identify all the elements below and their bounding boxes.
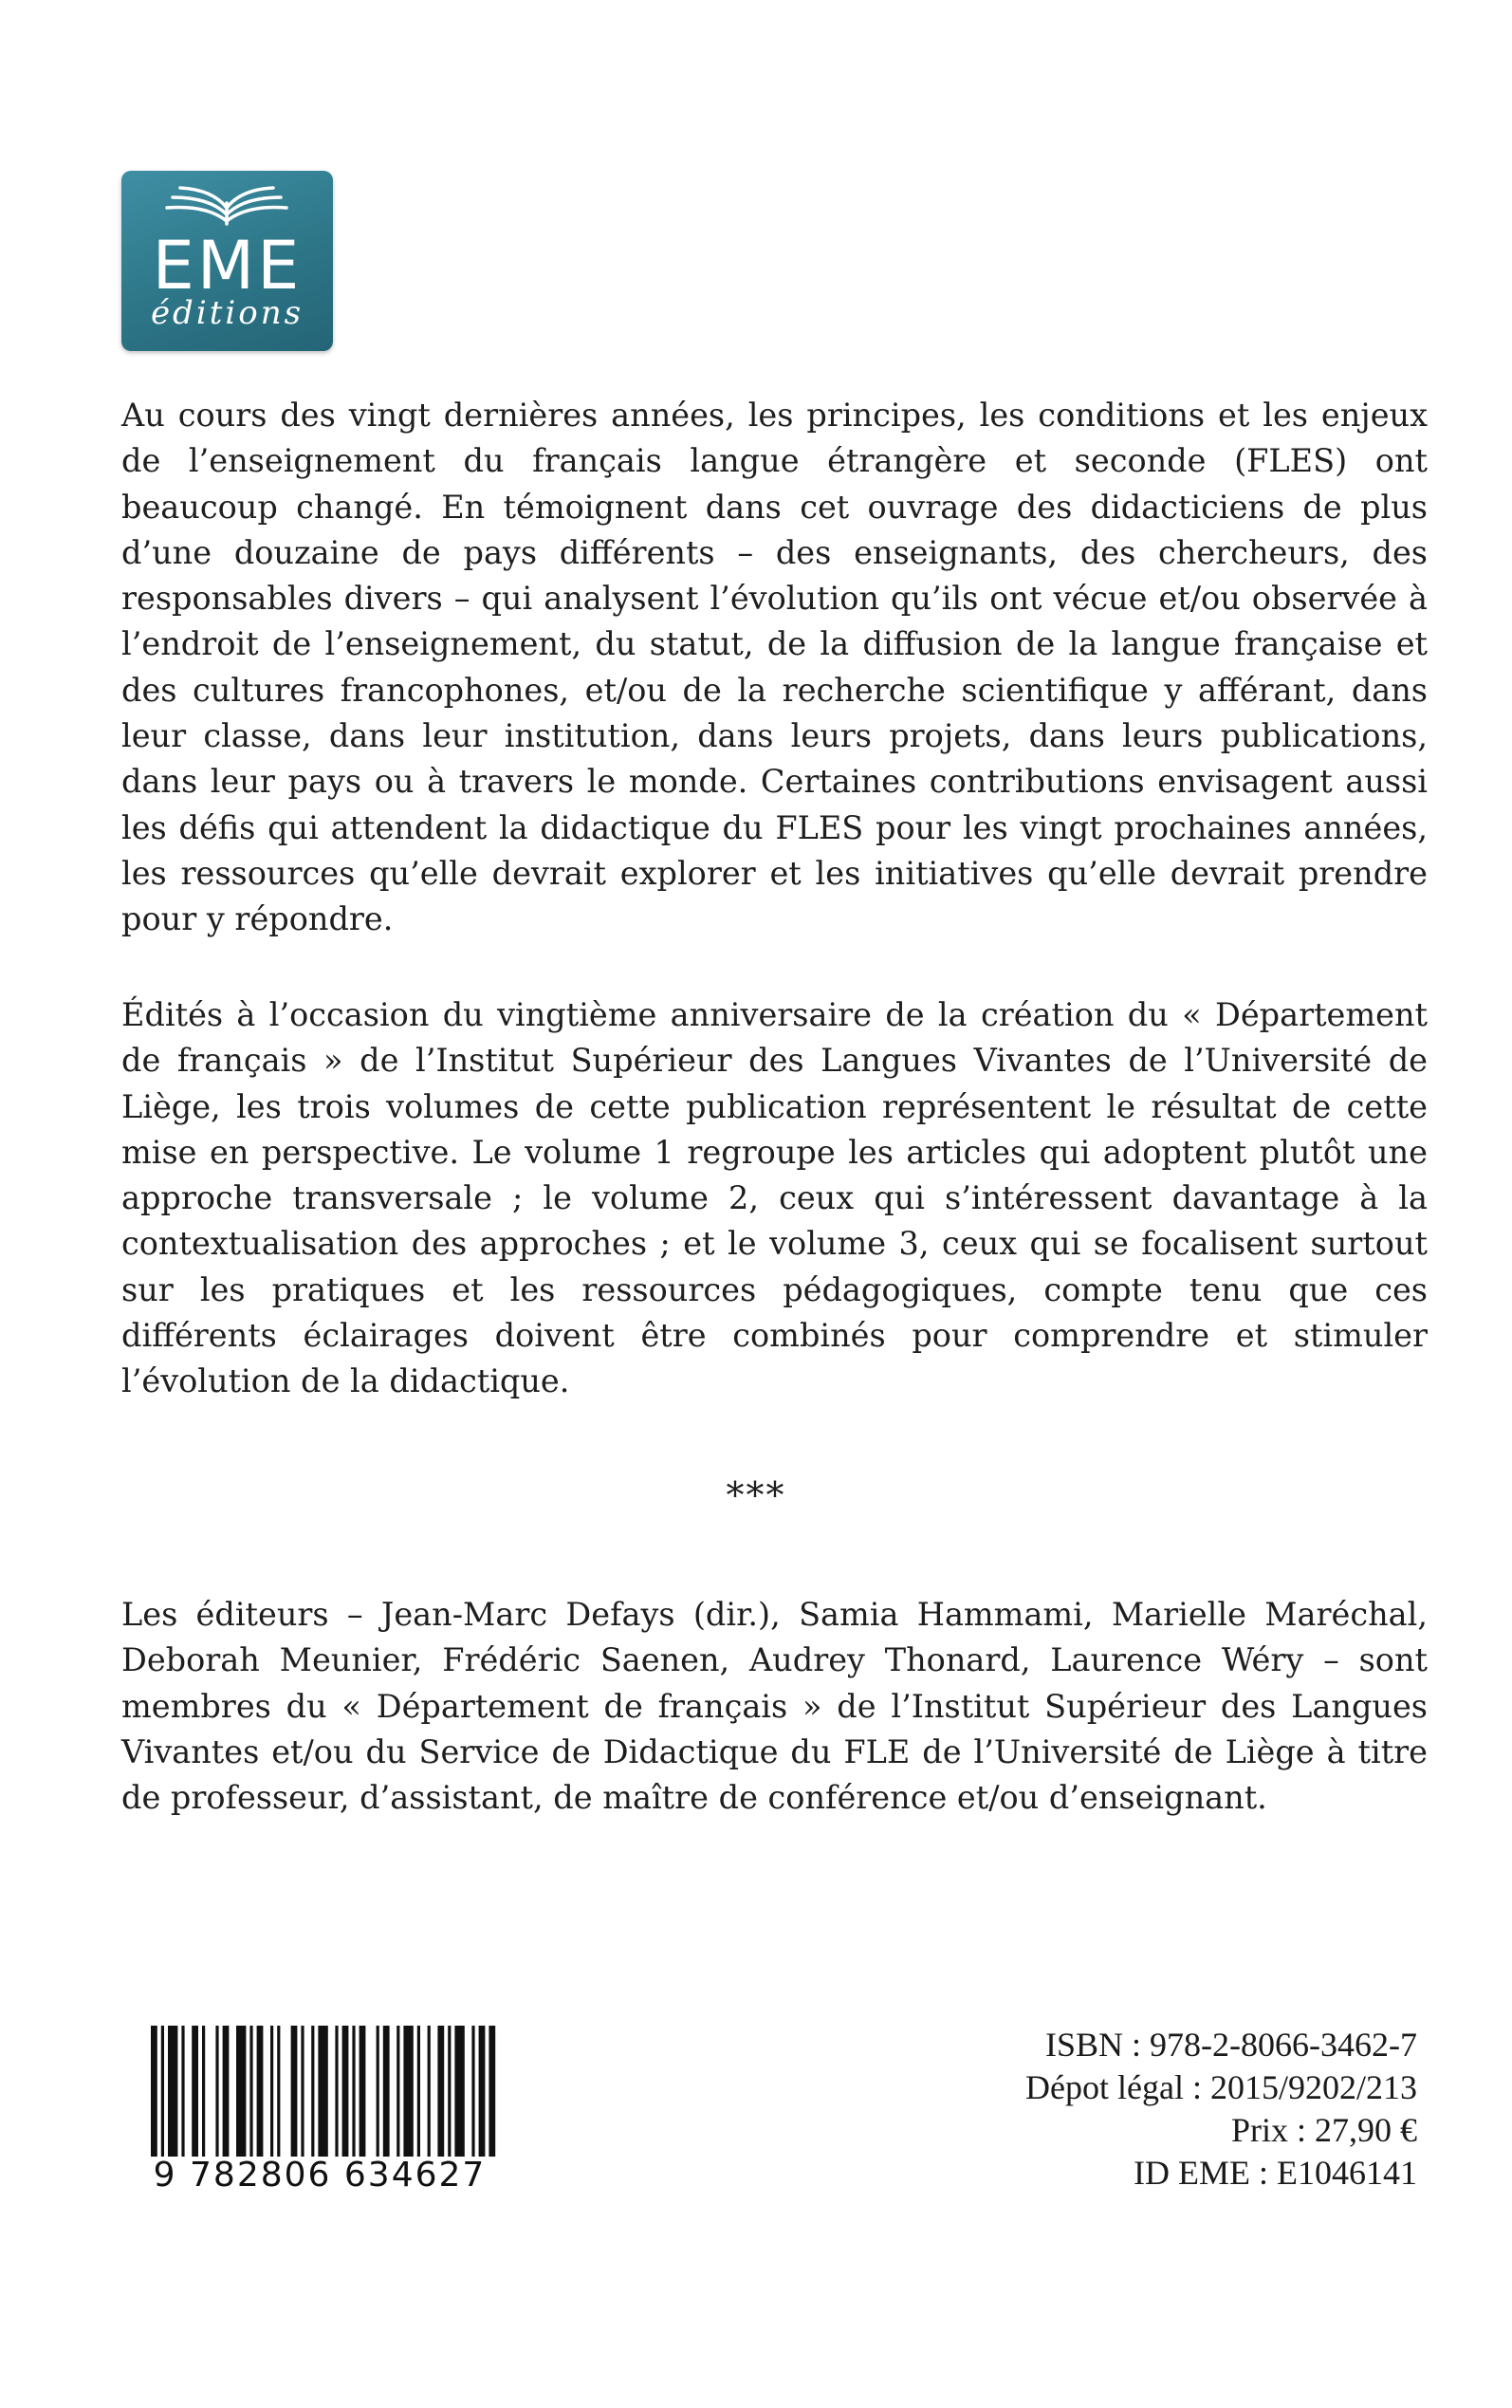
- logo-subtitle: éditions: [150, 294, 304, 332]
- barcode-bar: [277, 2026, 280, 2168]
- barcode-bar: [335, 2026, 338, 2168]
- barcode-bar: [318, 2026, 327, 2168]
- barcode-bar: [454, 2026, 464, 2168]
- barcode-bar: [471, 2026, 474, 2168]
- barcode-bar: [448, 2026, 451, 2168]
- barcode-bar: [301, 2026, 304, 2168]
- barcode-bar: [270, 2026, 273, 2168]
- barcode-bars: [139, 2026, 500, 2168]
- barcode-bar: [236, 2026, 246, 2168]
- barcode-bar: [437, 2026, 444, 2168]
- barcode: [139, 2026, 500, 2196]
- barcode-bar: [428, 2026, 431, 2168]
- price: Prix : 27,90 €: [1230, 2111, 1417, 2149]
- barcode-bar: [223, 2026, 230, 2168]
- barcode-bar: [342, 2026, 349, 2168]
- barcode-bar: [161, 2026, 164, 2168]
- section-separator: ***: [726, 1474, 786, 1516]
- barcode-digits: 9 782806 634627: [139, 2157, 500, 2195]
- barcode-bar: [202, 2026, 205, 2168]
- barcode-bar: [311, 2026, 314, 2168]
- barcode-bar: [396, 2026, 399, 2168]
- barcode-bar: [352, 2026, 355, 2168]
- barcode-bar: [192, 2026, 198, 2168]
- barcode-bar: [360, 2026, 366, 2168]
- publisher-logo: [121, 171, 333, 351]
- logo-wordmark: EME: [152, 227, 303, 305]
- barcode-bar: [168, 2026, 177, 2168]
- isbn: ISBN : 978-2-8066-3462-7: [1045, 2026, 1417, 2064]
- summary-paragraph: Au cours des vingt dernières années, les principes, les conditions et les enjeux de l’enseignement du français langue étrangère et seconde (FLES) ont beaucoup changé. En témoignent dans cet ouvrage des didacticiens de plus d’une douzaine de pays différents – des enseignants, des chercheurs, des responsables divers – qui analysent l’évolution qu’ils ont vécue et/ou observée à l’endroit de l’enseignement, du statut, de la diffusion de la langue française et des cultures francophones, et/ou de la recherche scientifique y afférant, dans leur classe, dans leur institution, dans leurs projets, dans leurs publications, dans leur pays ou à travers le monde. Certaines contributions envisagent aussi les défis qui attendent la didactique du FLES pour les vingt prochaines années, les ressources qu’elle devrait explorer et les initiatives qu’elle devrait prendre pour y répondre.: [121, 397, 1428, 938]
- barcode-bar: [377, 2026, 379, 2168]
- editors-paragraph: Les éditeurs – Jean-Marc Defays (dir.), Samia Hammami, Marielle Maréchal, Deborah Meunier, Frédéric Saenen, Audrey Thonard, Laurence Wéry – sont membres du « Département de français » de l’Institut Supérieur des Langues Vivantes et/ou du Service de Didactique du FLE de l’Université de Liège à titre de professeur, d’assistant, de maître de conférence et/ou d’enseignant.: [121, 1596, 1428, 1817]
- barcode-bar: [151, 2026, 157, 2168]
- open-book-icon: [156, 178, 298, 231]
- barcode-bar: [479, 2026, 486, 2168]
- barcode-bar: [291, 2026, 298, 2168]
- eme-id: ID EME : E1046141: [1134, 2154, 1417, 2192]
- barcode-bar: [417, 2026, 420, 2168]
- barcode-bar: [257, 2026, 264, 2168]
- barcode-bar: [489, 2026, 495, 2168]
- context-paragraph: Édités à l’occasion du vingtième anniversaire de la création du « Département de français » de l’Institut Supérieur des Langues Vivantes de l’Université de Liège, les trois volumes de cette publication représentent le résultat de cette mise en perspective. Le volume 1 regroupe les articles qui adoptent plutôt une approche transversale ; le volume 2, ceux qui s’intéressent davantage à la contextualisation des approches ; et le volume 3, ceux qui se focalisent surtout sur les pratiques et les ressources pédagogiques, compte tenu que ces différents éclairages doivent être combinés pour comprendre et stimuler l’évolution de la didactique.: [121, 996, 1428, 1400]
- barcode-bar: [383, 2026, 390, 2168]
- barcode-bar: [181, 2026, 184, 2168]
- barcode-bar: [215, 2026, 218, 2168]
- legal-deposit: Dépot légal : 2015/9202/213: [1025, 2068, 1417, 2106]
- book-metadata: [1025, 2024, 1417, 2195]
- barcode-bar: [403, 2026, 413, 2168]
- barcode-bar: [249, 2026, 252, 2168]
